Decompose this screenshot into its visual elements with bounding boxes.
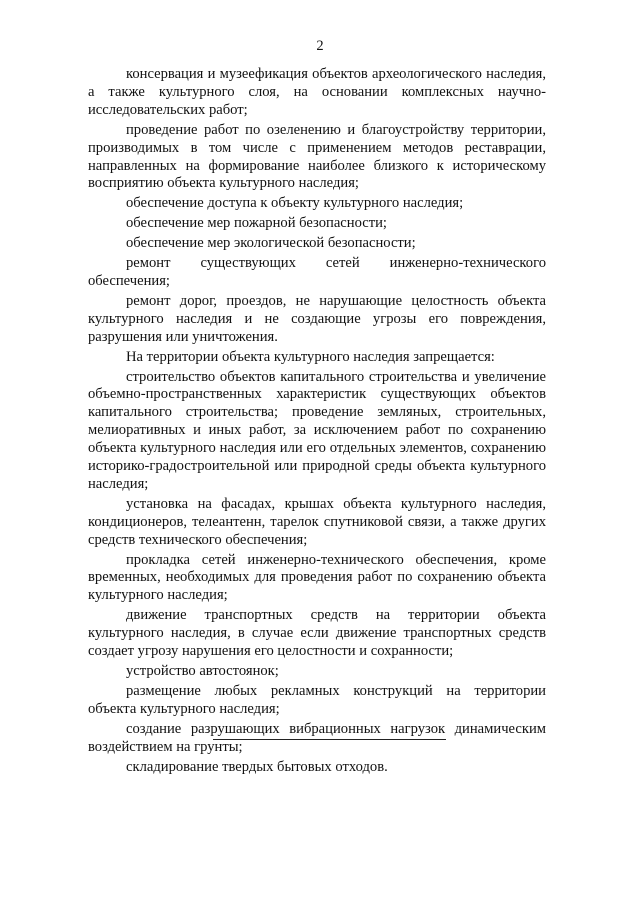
paragraph: обеспечение мер экологической безопасности;: [126, 235, 416, 252]
paragraph: строительство объектов капитального строительства и увеличение объемно-пространственных характеристик существующих объектов капитального строительства; проведение земляных, строительных, мелиоративных и иных работ, за исключением работ по сохранению объекта культурного наследия или его отдельных элементов, сохранению историко-градостроительной или природной среды объекта культурного наследия;: [88, 368, 546, 492]
page-number: 2: [316, 38, 324, 54]
paragraph: консервация и музеефикация объектов археологического наследия, а также культурного слоя, на основании комплексных научно-исследовательских работ;: [88, 66, 546, 118]
paragraph: устройство автостоянок;: [126, 663, 279, 679]
paragraph: ремонт существующих сетей инженерно-технического обеспечения;: [88, 255, 546, 289]
paragraph: создание разрушающих вибрационных нагрузок динамическим воздействием на грунты;: [88, 720, 546, 755]
paragraph: прокладка сетей инженерно-технического обеспечения, кроме временных, необходимых для проведения работ по сохранению объекта культурного наследия;: [88, 551, 546, 604]
paragraph: складирование твердых бытовых отходов.: [126, 758, 388, 775]
document-body: [88, 66, 546, 776]
paragraph: проведение работ по озеленению и благоустройству территории, производимых в том числе с применением методов реставрации, направленных на формирование наиболее близкого к историческому восприятию объекта культурного наследия;: [88, 121, 546, 192]
paragraph: движение транспортных средств на территории объекта культурного наследия, в случае если движение транспортных средств создает угрозу нарушения его целостности и сохранности;: [88, 607, 546, 660]
paragraph: ремонт дорог, проездов, не нарушающие целостность объекта культурного наследия и не создающие угрозы его повреждения, разрушения или уничтожения.: [88, 292, 546, 345]
paragraph: обеспечение доступа к объекту культурного наследия;: [126, 195, 464, 212]
paragraph: На территории объекта культурного наследия запрещается:: [126, 348, 495, 365]
paragraph: обеспечение мер пожарной безопасности;: [126, 215, 387, 232]
paragraph: размещение любых рекламных конструкций на территории объекта культурного наследия;: [88, 682, 546, 717]
paragraph: установка на фасадах, крышах объекта культурного наследия, кондиционеров, телеантенн, тарелок спутниковой связи, а также других средств технического обеспечения;: [88, 495, 546, 548]
end-divider-line: [213, 739, 446, 740]
